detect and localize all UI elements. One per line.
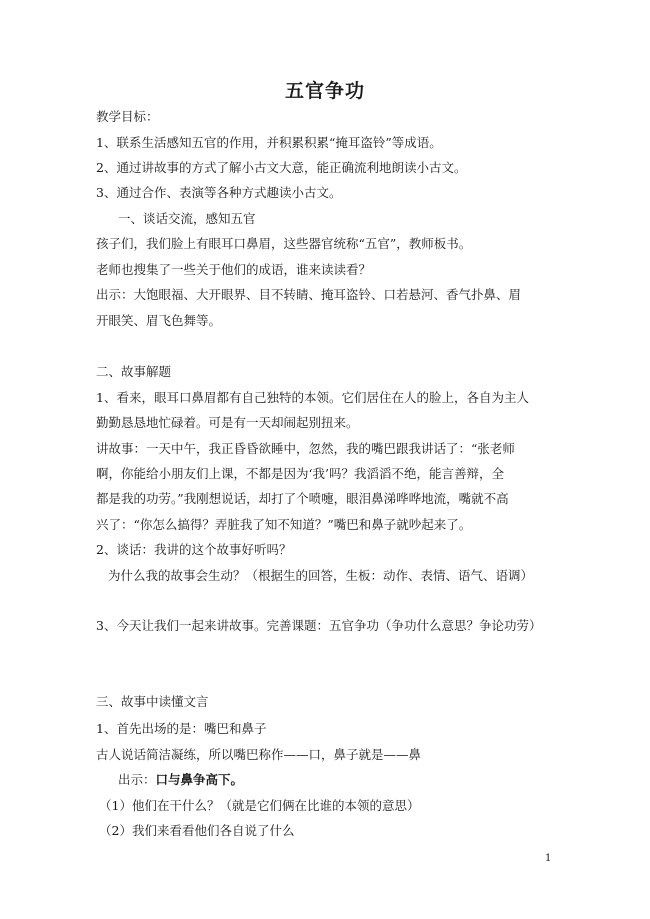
paragraph-line: 古人说话简洁凝练，所以嘴巴称作——口，鼻子就是——鼻	[96, 747, 422, 762]
paragraph-line: 孩子们，我们脸上有眼耳口鼻眉，这些器官统称“五官”，教师板书。	[96, 236, 472, 251]
page-title: 五官争功	[284, 80, 365, 102]
section-heading: 一、谈话交流，感知五官	[118, 211, 256, 226]
goals-heading: 教学目标：	[96, 109, 159, 124]
paragraph-line: 老师也搜集了一些关于他们的成语，谁来读读看？	[96, 262, 372, 277]
page-number: 1	[545, 853, 552, 864]
show-bold-text: 口与鼻争高下。	[155, 772, 244, 787]
show-line	[118, 771, 578, 788]
section-heading: 三、故事中读懂文言	[96, 694, 209, 709]
paragraph-line: 3、今天让我们一起来讲故事。完善课题：五官争功（争功什么意思？争论功劳）	[96, 618, 542, 633]
question-line: （2）我们来看看他们各自说了什么	[99, 823, 295, 838]
paragraph-line: 开眼笑、眉飞色舞等。	[96, 313, 222, 328]
paragraph-line: 啊，你能给小朋友们上课，不都是因为‘我’吗？我滔滔不绝，能言善辩，全	[96, 466, 504, 481]
paragraph-line: 2、谈话：我讲的这个故事好听吗？	[96, 542, 292, 557]
paragraph-line: 勤勤恳恳地忙碌着。可是有一天却闹起别扭来。	[96, 415, 359, 430]
goal-item: 2、通过讲故事的方式了解小古文大意，能正确流利地朗读小古文。	[96, 160, 467, 175]
show-label: 出示：	[118, 772, 156, 787]
question-line: （1）他们在干什么？（就是它们俩在比谁的本领的意思）	[99, 798, 420, 813]
paragraph-line: 为什么我的故事会生动？（根据生的回答，生板：动作、表情、语气、语调）	[108, 568, 534, 583]
paragraph-line: 1、首先出场的是：嘴巴和鼻子	[96, 721, 267, 736]
paragraph-line: 都是我的功劳。”我刚想说话，却打了个喷嚏，眼泪鼻涕哗哗地流，嘴就不高	[96, 491, 509, 506]
paragraph-line: 1、看来，眼耳口鼻眉都有自己独特的本领。它们居住在人的脸上，各自为主人	[96, 390, 529, 405]
paragraph-line: 出示：大饱眼福、大开眼界、目不转睛、掩耳盗铃、口若悬河、香气扑鼻、眉	[96, 287, 522, 302]
paragraph-line: 讲故事：一天中午，我正昏昏欲睡中，忽然，我的嘴巴跟我讲话了：“张老师	[96, 441, 515, 456]
paragraph-line: 兴了：“你怎么搞得？弄脏我了知不知道？”嘴巴和鼻子就吵起来了。	[96, 517, 472, 532]
goal-item: 1、联系生活感知五官的作用，并积累积累“掩耳盗铃”等成语。	[96, 135, 442, 150]
goal-item: 3、通过合作、表演等各种方式趣读小古文。	[96, 185, 342, 200]
section-heading: 二、故事解题	[96, 364, 172, 379]
